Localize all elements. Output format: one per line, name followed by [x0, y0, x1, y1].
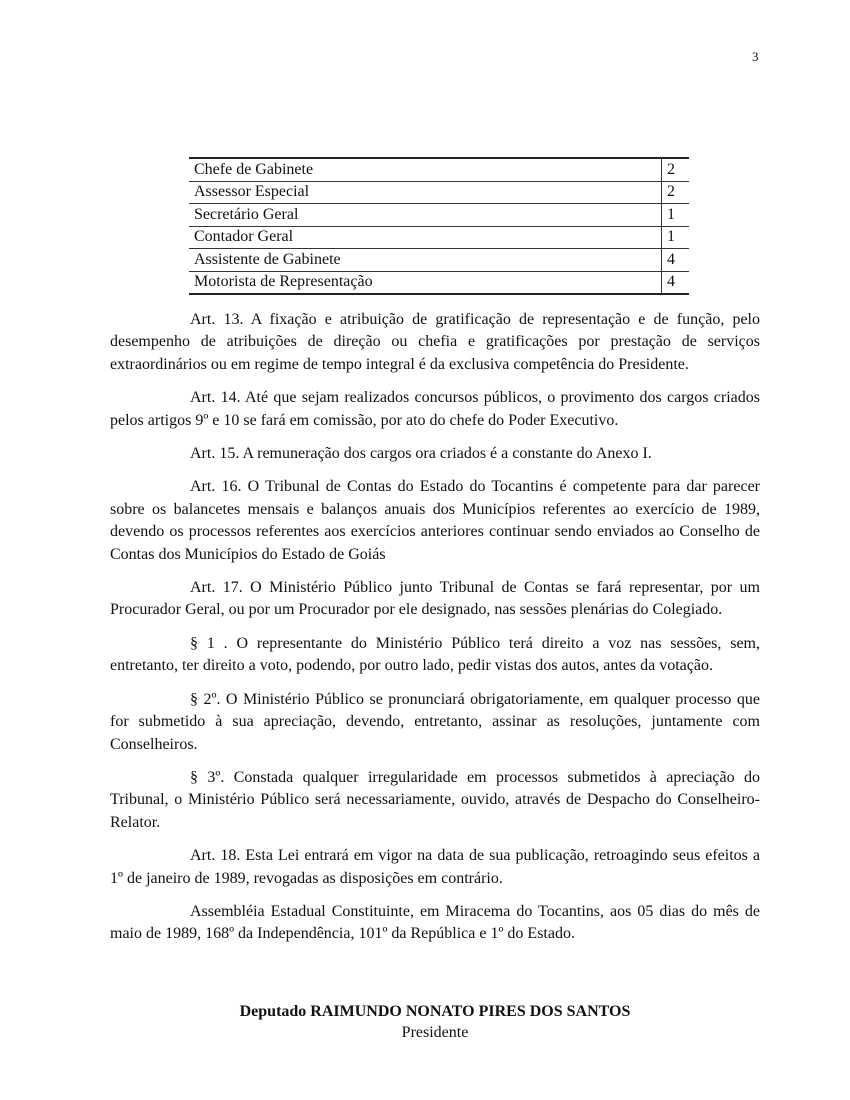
table-row	[189, 271, 689, 294]
signatory-name: Deputado RAIMUNDO NONATO PIRES DOS SANTOS	[239, 1003, 631, 1020]
position-title: Chefe de Gabinete	[189, 158, 662, 181]
table-row	[189, 226, 689, 249]
position-count: 2	[662, 158, 690, 181]
position-count: 2	[662, 181, 690, 204]
signature-block	[110, 1001, 760, 1043]
article-16: Art. 16. O Tribunal de Contas do Estado do Tocantins é competente para dar parecer sobre os balancetes mensais e balanços anuais dos Municípios referentes ao exercício de 1989, devendo os processos referentes aos exercícios anteriores continuar sendo enviados ao Conselho de Contas dos Municípios do Estado de Goiás	[110, 478, 760, 563]
position-count: 4	[662, 249, 690, 272]
positions-table	[189, 157, 689, 295]
table-row	[189, 249, 689, 272]
article-17: Art. 17. O Ministério Público junto Tribunal de Contas se fará representar, por um Procurador Geral, ou por um Procurador por ele designado, nas sessões plenárias do Colegiado.	[110, 579, 760, 619]
table-row	[189, 181, 689, 204]
article-17-paragraph-2: § 2º. O Ministério Público se pronunciará obrigatoriamente, em qualquer processo que for submetido à sua apreciação, devendo, entretanto, assinar as resoluções, juntamente com Conselheiros.	[110, 690, 760, 753]
position-count: 1	[662, 226, 690, 249]
position-count: 1	[662, 204, 690, 227]
position-title: Motorista de Representação	[194, 273, 373, 291]
position-title: Contador Geral	[189, 226, 662, 249]
signatory-role: Presidente	[401, 1024, 469, 1041]
article-18: Art. 18. Esta Lei entrará em vigor na data de sua publicação, retroagindo seus efeitos a 1º de janeiro de 1989, revogadas as disposições em contrário.	[110, 847, 760, 887]
article-14: Art. 14. Até que sejam realizados concursos públicos, o provimento dos cargos criados pelos artigos 9º e 10 se fará em comissão, por ato do chefe do Poder Executivo.	[110, 389, 760, 429]
position-title: Assistente de Gabinete	[189, 249, 662, 272]
position-title: Assessor Especial	[189, 181, 662, 204]
position-title: Secretário Geral	[189, 204, 662, 227]
position-count: 4	[662, 271, 690, 294]
table-row	[189, 204, 689, 227]
article-17-paragraph-3: § 3º. Constada qualquer irregularidade em processos submetidos à apreciação do Tribunal, o Ministério Público será necessariamente, ouvido, através de Despacho do Conselheiro-Relator.	[110, 768, 760, 831]
article-15: Art. 15. A remuneração dos cargos ora criados é a constante do Anexo I.	[190, 445, 652, 463]
page-number: 3	[752, 49, 759, 64]
document-body	[110, 309, 760, 957]
article-13: Art. 13. A fixação e atribuição de gratificação de representação e de função, pelo desempenho de atribuições de direção ou chefia e gratificações por prestação de serviços extraordinários ou em regime de tempo integral é da exclusiva competência do Presidente.	[110, 311, 760, 373]
table-row	[189, 158, 689, 181]
article-17-paragraph-1: § 1 . O representante do Ministério Público terá direito a voz nas sessões, sem, entretanto, ter direito a voto, podendo, por outro lado, pedir vistas dos autos, antes da votação.	[110, 634, 760, 675]
closing-statement: Assembléia Estadual Constituinte, em Miracema do Tocantins, aos 05 dias do mês de maio de 1989, 168º da Independência, 101º da República e 1º do Estado.	[110, 902, 760, 943]
